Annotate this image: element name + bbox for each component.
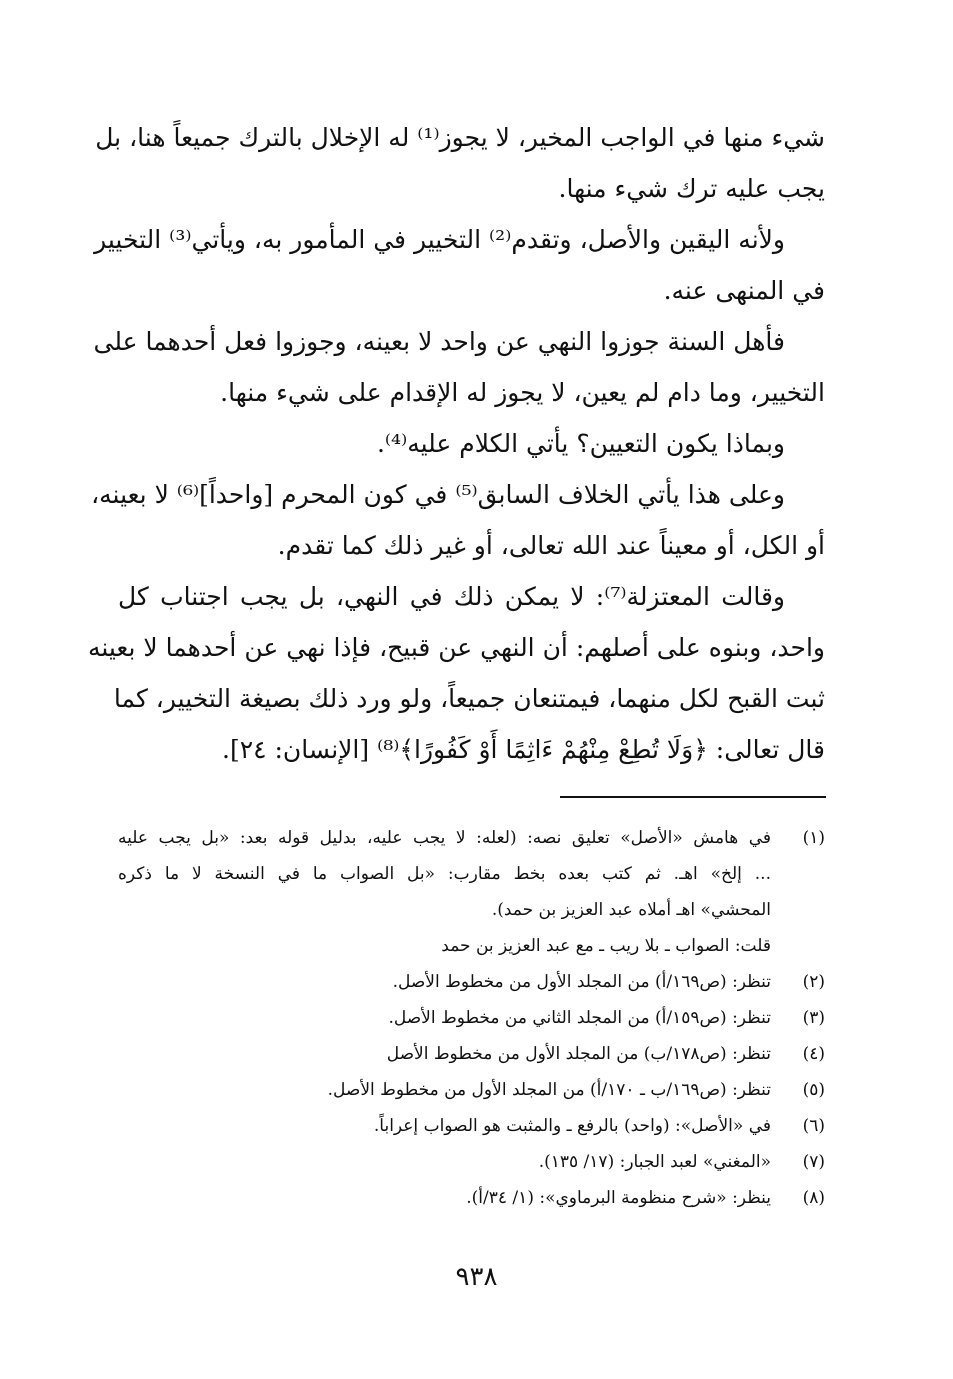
footnote-line [118,1144,825,1180]
footnote-text: في هامش «الأصل» تعليق نصه: (لعله: لا يجب عليه، بدليل قوله بعد: «بل يجب عليه [118,828,771,848]
footnote-text: في «الأصل»: (واحد) بالرفع ـ والمثبت هو الصواب إعراباً. [373,1116,771,1136]
footnote-text: تنظر: (ص١٥٩/أ) من المجلد الثاني من مخطوط الأصل. [388,1008,771,1028]
footnote-line [118,1036,825,1072]
footnote-line [118,964,825,1000]
footnote-number: (٣) [802,1008,825,1028]
footnote-line [118,1108,825,1144]
body-line: ولأنه اليقين والأصل، وتقدم⁽²⁾ التخيير في المأمور به، ويأتي⁽³⁾ التخيير [94,225,785,254]
body-line: فأهل السنة جوزوا النهي عن واحد لا بعينه، وجوزوا فعل أحدهما على [93,327,785,356]
body-line: وعلى هذا يأتي الخلاف السابق⁽⁵⁾ في كون المحرم [واحداً]⁽⁶⁾ لا بعينه، [91,480,785,509]
footnote-text: المحشي» اهـ أملاه عبد العزيز بن حمد). [491,900,771,920]
footnote-line [118,856,825,892]
body-line: وبماذا يكون التعيين؟ يأتي الكلام عليه⁽⁴⁾. [376,429,785,458]
body-line: في المنهى عنه. [663,276,825,305]
footnote-number: (٨) [802,1188,825,1208]
footnote-number: (٢) [802,972,825,992]
body-line: وقالت المعتزلة⁽⁷⁾: لا يمكن ذلك في النهي، بل يجب اجتناب كل [118,582,786,611]
footnote-number: (٧) [802,1152,825,1172]
body-line: واحد، وبنوه على أصلهم: أن النهي عن قبيح، فإذا نهي عن أحدهما لا بعينه [87,633,825,662]
footnote-number: (٤) [802,1044,825,1064]
footnote-line [118,1072,825,1108]
body-line: قال تعالى: ﴿وَلَا تُطِعْ مِنْهُمْ ءَاثِمًا أَوْ كَفُورًا﴾⁽⁸⁾ [الإنسان: ٢٤]. [222,735,825,764]
body-line: التخيير، وما دام لم يعين، لا يجوز له الإقدام على شيء منها. [220,378,825,407]
footnote-text: ... إلخ» اهـ. ثم كتب بعده بخط مقارب: «بل الصواب ما في النسخة لا ما ذكره [118,864,771,884]
body-line: شيء منها في الواجب المخير، لا يجوز⁽¹⁾ له الإخلال بالترك جميعاً هنا، بل [95,123,825,152]
footnote-line [118,820,825,856]
footnote-number: (٦) [802,1116,825,1136]
footnote-separator [560,796,826,798]
footnote-text: قلت: الصواب ـ بلا ريب ـ مع عبد العزيز بن حمد [441,936,771,956]
footnote-line [118,1180,825,1216]
body-line: ثبت القبح لكل منهما، فيمتنعان جميعاً، ولو ورد ذلك بصيغة التخيير، كما [113,684,825,713]
footnote-text: تنظر: (ص١٦٩/ب ـ ١٧٠/أ) من المجلد الأول من مخطوط الأصل. [327,1080,771,1100]
footnote-number: (١) [802,828,825,848]
footnote-text: تنظر: (ص١٦٩/أ) من المجلد الأول من مخطوط الأصل. [392,972,771,992]
footnote-line [118,892,825,928]
footnotes-block [118,820,825,1216]
footnote-text: تنظر: (ص١٧٨/ب) من المجلد الأول من مخطوط الأصل [386,1044,771,1064]
footnote-text: ينظر: «شرح منظومة البرماوي»: (١/ ٣٤/أ). [466,1188,771,1208]
body-line: يجب عليه ترك شيء منها. [558,174,825,203]
footnote-line [118,1000,825,1036]
footnote-text: «المغني» لعبد الجبار: (١٧/ ١٣٥). [538,1152,771,1172]
page-number: ٩٣٨ [455,1262,498,1292]
main-text-block [87,112,825,775]
footnote-number: (٥) [802,1080,825,1100]
footnote-line [118,928,825,964]
body-line: أو الكل، أو معيناً عند الله تعالى، أو غير ذلك كما تقدم. [277,531,825,560]
